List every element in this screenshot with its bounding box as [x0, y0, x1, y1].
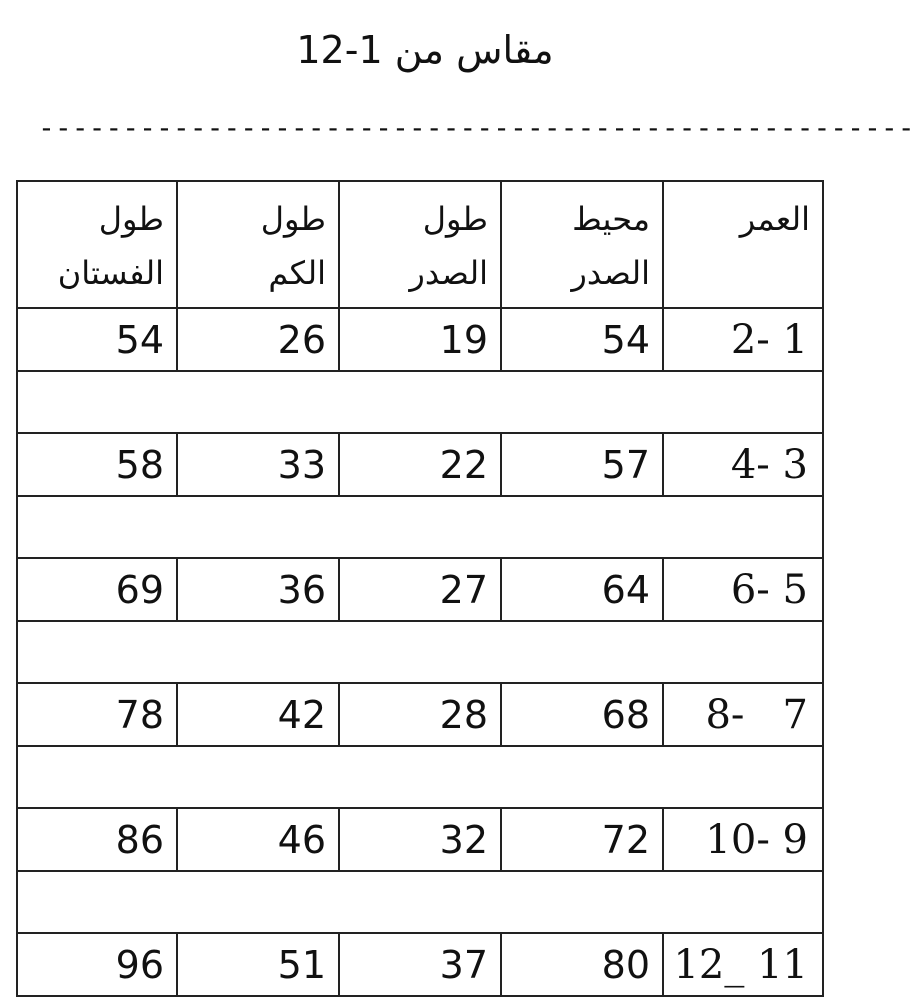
header-age: العمر: [662, 182, 824, 307]
cell-chest-circumference: 57: [500, 434, 662, 495]
cell-age: 4- 3: [662, 434, 824, 495]
page-title: مقاس من 1-12: [296, 28, 554, 72]
header-dress-length: طول الفستان: [16, 182, 176, 307]
cell-dress-length: 86: [16, 809, 176, 870]
cell-age: 12_ 11: [662, 934, 824, 995]
cell-sleeve-length: 36: [176, 559, 338, 620]
cell-chest-length: 27: [338, 559, 500, 620]
cell-sleeve-length: 46: [176, 809, 338, 870]
cell-chest-length: 37: [338, 934, 500, 995]
cell-age: 10- 9: [662, 809, 824, 870]
spacer-row: [16, 622, 824, 684]
cell-chest-circumference: 64: [500, 559, 662, 620]
header-sleeve-length: طول الكم: [176, 182, 338, 307]
cell-age: 6- 5: [662, 559, 824, 620]
cell-chest-length: 22: [338, 434, 500, 495]
cell-chest-circumference: 72: [500, 809, 662, 870]
table-header-row: [16, 182, 824, 309]
table-row: [16, 809, 824, 872]
spacer-cell: [16, 372, 824, 432]
spacer-row: [16, 872, 824, 934]
table-row: [16, 934, 824, 997]
cell-age: 8- 7: [662, 684, 824, 745]
cell-sleeve-length: 51: [176, 934, 338, 995]
spacer-cell: [16, 497, 824, 557]
spacer-row: [16, 497, 824, 559]
spacer-cell: [16, 747, 824, 807]
table-row: [16, 559, 824, 622]
size-table: [16, 180, 824, 997]
cell-sleeve-length: 26: [176, 309, 338, 370]
header-chest-circumference: محيط الصدر: [500, 182, 662, 307]
separator-line: ----------------------------------------------------: [38, 111, 915, 144]
cell-dress-length: 58: [16, 434, 176, 495]
cell-dress-length: 54: [16, 309, 176, 370]
table-row: [16, 309, 824, 372]
cell-dress-length: 78: [16, 684, 176, 745]
spacer-row: [16, 747, 824, 809]
cell-dress-length: 69: [16, 559, 176, 620]
table-row: [16, 684, 824, 747]
cell-age: 2- 1: [662, 309, 824, 370]
cell-chest-circumference: 68: [500, 684, 662, 745]
cell-sleeve-length: 42: [176, 684, 338, 745]
cell-chest-circumference: 80: [500, 934, 662, 995]
spacer-row: [16, 372, 824, 434]
cell-chest-circumference: 54: [500, 309, 662, 370]
spacer-cell: [16, 872, 824, 932]
header-chest-length: طول الصدر: [338, 182, 500, 307]
table-row: [16, 434, 824, 497]
cell-dress-length: 96: [16, 934, 176, 995]
spacer-cell: [16, 622, 824, 682]
cell-sleeve-length: 33: [176, 434, 338, 495]
cell-chest-length: 32: [338, 809, 500, 870]
cell-chest-length: 28: [338, 684, 500, 745]
cell-chest-length: 19: [338, 309, 500, 370]
